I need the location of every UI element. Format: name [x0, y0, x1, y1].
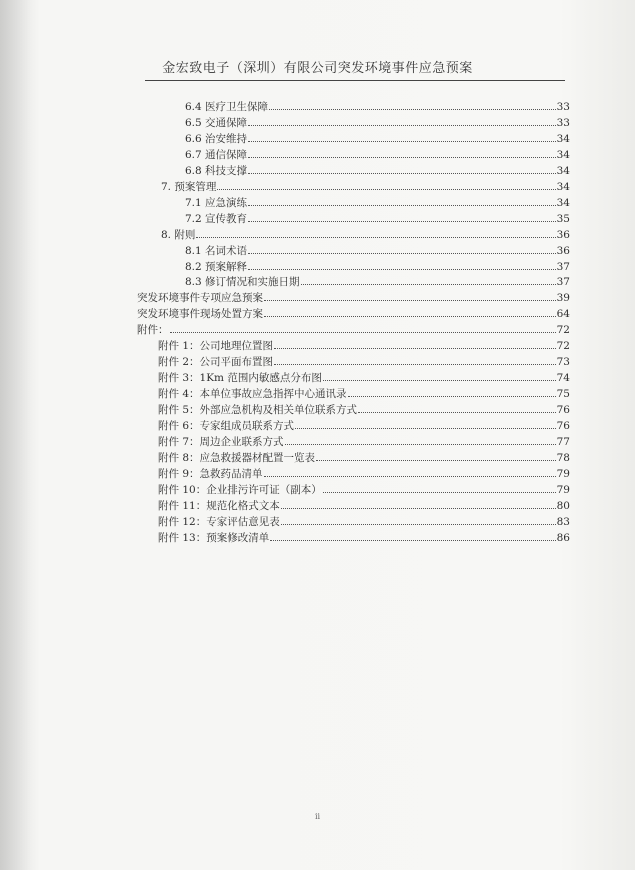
toc-dot-leader — [285, 444, 556, 445]
toc-entry — [158, 480, 570, 496]
toc-entry-title: 6.4 医疗卫生保障 — [185, 101, 269, 113]
toc-entry-title: 8.3 修订情况和实施日期 — [185, 276, 300, 289]
page-number: ii — [314, 812, 321, 821]
toc-dot-leader — [264, 316, 556, 317]
toc-dot-leader — [269, 109, 556, 110]
toc-entry-page: 34 — [556, 164, 570, 177]
toc-entry-title: 附件 9：急救药品清单 — [158, 467, 263, 480]
toc-entry — [158, 400, 570, 416]
toc-dot-leader — [301, 284, 556, 285]
toc-entry-title: 附件 7：周边企业联系方式 — [158, 435, 284, 448]
toc-entry — [161, 177, 570, 193]
toc-entry-title: 8. 附则 — [161, 228, 196, 241]
toc-entry-page: 36 — [556, 244, 570, 257]
toc-entry-page: 74 — [556, 372, 570, 385]
toc-entry — [158, 528, 570, 544]
toc-entry — [158, 352, 570, 368]
toc-dot-leader — [358, 412, 556, 413]
toc-entry-title: 7. 预案管理 — [161, 180, 217, 193]
toc-entry — [158, 432, 570, 448]
toc-entry — [137, 288, 570, 304]
toc-entry — [158, 464, 570, 480]
toc-dot-leader — [348, 396, 556, 397]
toc-entry-page: 77 — [556, 435, 570, 448]
toc-entry-page: 33 — [556, 116, 570, 129]
toc-dot-leader — [217, 189, 555, 190]
toc-dot-leader — [248, 173, 556, 174]
toc-entry — [185, 161, 570, 177]
toc-entry — [185, 129, 570, 145]
toc-entry-title: 6.5 交通保障 — [185, 116, 248, 129]
toc-entry-page: 39 — [556, 292, 570, 305]
toc-dot-leader — [316, 460, 556, 461]
toc-entry — [185, 97, 570, 113]
toc-entry-title: 6.7 通信保障 — [185, 148, 248, 161]
toc-entry — [137, 304, 570, 320]
toc-entry-page: 76 — [556, 420, 570, 432]
toc-entry — [185, 209, 570, 225]
toc-dot-leader — [196, 237, 555, 238]
toc-entry-title: 附件 6：专家组成员联系方式 — [158, 420, 295, 432]
toc-entry-page: 37 — [556, 276, 570, 289]
toc-entry-title: 8.2 预案解释 — [185, 260, 248, 273]
toc-entry-page: 79 — [556, 483, 570, 496]
toc-entry-title: 附件 13：预案修改清单 — [158, 531, 270, 544]
toc-entry — [158, 496, 570, 512]
toc-dot-leader — [248, 205, 556, 206]
toc-dot-leader — [281, 524, 556, 525]
toc-dot-leader — [248, 253, 556, 254]
toc-entry-page: 72 — [556, 324, 570, 337]
toc-dot-leader — [281, 508, 556, 509]
toc-entry — [185, 193, 570, 209]
toc-entry-page: 79 — [556, 467, 570, 480]
toc-entry-title: 附件 2：公司平面布置图 — [158, 356, 274, 369]
toc-entry-title: 7.2 宣传教育 — [185, 212, 248, 225]
toc-entry — [158, 512, 570, 528]
toc-entry-page: 34 — [556, 180, 570, 193]
toc-entry-page: 80 — [556, 499, 570, 512]
toc-entry-title: 附件 3：1Km 范围内敏感点分布图 — [158, 372, 322, 385]
toc-entry-title: 附件 4：本单位事故应急指挥中心通讯录 — [158, 388, 347, 401]
toc-entry-title: 突发环境事件专项应急预案 — [137, 292, 263, 305]
toc-entry-page: 76 — [556, 404, 570, 417]
toc-dot-leader — [295, 428, 556, 429]
toc-entry-title: 8.1 名词术语 — [185, 244, 248, 257]
toc-entry — [185, 257, 570, 273]
toc-entry-page: 36 — [556, 228, 570, 241]
toc-dot-leader — [270, 540, 555, 541]
toc-entry — [158, 368, 570, 384]
toc-entry-title: 7.1 应急演练 — [185, 196, 248, 209]
toc-entry — [185, 272, 570, 288]
toc-entry — [158, 336, 570, 352]
toc-dot-leader — [274, 348, 556, 349]
toc-dot-leader — [264, 300, 556, 301]
toc-entry-page: 73 — [556, 356, 570, 369]
toc-entry — [185, 145, 570, 161]
toc-entry-page: 35 — [556, 212, 570, 225]
toc-entry — [185, 113, 570, 129]
toc-entry-title: 附件 11：规范化格式文本 — [158, 499, 280, 512]
toc-dot-leader — [248, 141, 556, 142]
toc-entry-page: 34 — [556, 196, 570, 209]
toc-entry-title: 附件： — [137, 324, 169, 337]
toc-dot-leader — [264, 476, 556, 477]
toc-entry-page: 34 — [556, 132, 570, 145]
toc-entry-title: 附件 10：企业排污许可证（副本） — [158, 483, 322, 496]
toc-dot-leader — [323, 492, 556, 493]
toc-dot-leader — [170, 332, 556, 333]
toc-entry — [137, 320, 570, 336]
toc-entry-title: 6.6 治安维持 — [185, 132, 248, 145]
toc-entry-page: 75 — [556, 388, 570, 401]
toc-entry — [185, 241, 570, 257]
toc-entry — [158, 384, 570, 400]
toc-dot-leader — [248, 157, 556, 158]
document-header-title: 金宏致电子（深圳）有限公司突发环境事件应急预案 — [162, 61, 473, 76]
toc-entry-page: 34 — [556, 148, 570, 161]
toc-entry — [158, 448, 570, 464]
toc-dot-leader — [323, 380, 556, 381]
toc-entry-page: 33 — [556, 101, 570, 113]
toc-entry-title: 附件 8：应急救援器材配置一览表 — [158, 451, 316, 464]
toc-entry — [158, 416, 570, 432]
toc-entry-page: 86 — [556, 531, 570, 544]
toc-dot-leader — [248, 269, 556, 270]
toc-entry-page: 72 — [556, 340, 570, 353]
toc-entry-page: 37 — [556, 260, 570, 273]
toc-entry-title: 附件 1：公司地理位置图 — [158, 340, 274, 353]
toc-dot-leader — [248, 125, 556, 126]
toc-entry-title: 附件 5：外部应急机构及相关单位联系方式 — [158, 404, 358, 417]
toc-entry-title: 突发环境事件现场处置方案 — [137, 308, 263, 321]
toc-entry-title: 6.8 科技支撑 — [185, 164, 248, 177]
toc-entry-title: 附件 12：专家评估意见表 — [158, 515, 280, 528]
toc-entry-page: 64 — [556, 308, 570, 321]
toc-dot-leader — [248, 221, 556, 222]
toc-entry-page: 83 — [556, 515, 570, 528]
toc-entry-page: 78 — [556, 451, 570, 464]
toc-dot-leader — [274, 364, 556, 365]
toc-entry — [161, 225, 570, 241]
